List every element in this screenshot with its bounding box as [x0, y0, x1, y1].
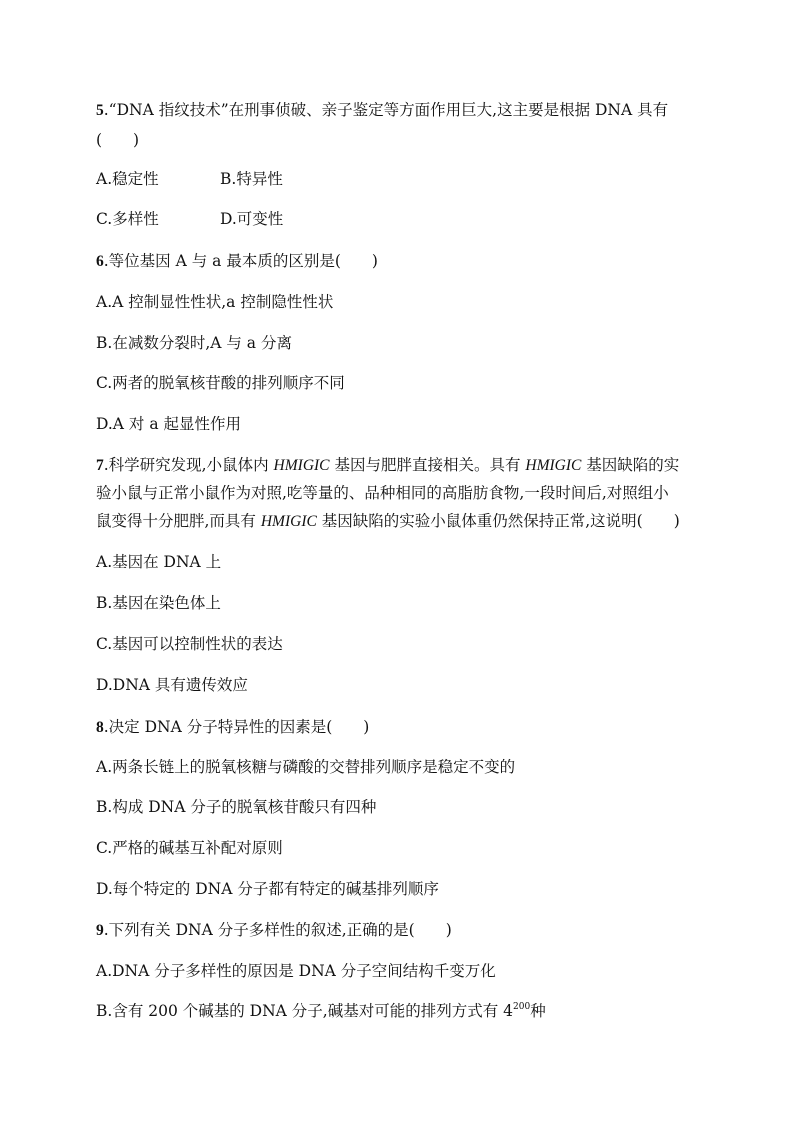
question-8-option-b[interactable]: B.构成 DNA 分子的脱氧核苷酸只有四种: [96, 798, 377, 816]
question-5-option-c[interactable]: C.多样性: [96, 210, 159, 228]
question-7-stem-line-2: 验小鼠与正常小鼠作为对照,吃等量的、品种相同的高脂肪食物,一段时间后,对照组小: [96, 484, 669, 502]
question-6-option-b[interactable]: B.在减数分裂时,A 与 a 分离: [96, 334, 292, 352]
question-6-number: 6: [96, 253, 104, 270]
question-6-option-d[interactable]: D.A 对 a 起显性作用: [96, 415, 242, 433]
question-7-text-part: 基因缺陷的实: [581, 456, 680, 474]
question-9-option-b[interactable]: [96, 1001, 546, 1021]
question-8-text: .决定 DNA 分子特异性的因素是( ): [103, 718, 370, 736]
question-5-paren: ( ): [96, 131, 140, 149]
question-5-text: .“DNA 指纹技术”在刑事侦破、亲子鉴定等方面作用巨大,这主要是根据 DNA 具有: [103, 101, 669, 119]
question-5-number: 5: [96, 102, 104, 119]
question-7-number: 7: [96, 457, 104, 474]
question-7-stem-line-3: [96, 511, 680, 532]
exponent: 200: [513, 1002, 531, 1012]
question-5-options-row-2: [96, 209, 283, 229]
question-5-option-a[interactable]: A.稳定性: [96, 170, 159, 188]
question-9-option-b-tail: 种: [530, 1002, 546, 1020]
question-7-option-b[interactable]: B.基因在染色体上: [96, 594, 221, 612]
question-5-option-b[interactable]: B.特异性: [220, 170, 283, 188]
question-7-stem-line-1: [96, 455, 679, 476]
question-9-option-b-text: B.含有 200 个碱基的 DNA 分子,碱基对可能的排列方式有 4: [96, 1002, 514, 1020]
question-6-option-a[interactable]: A.A 控制显性性状,a 控制隐性性状: [96, 293, 334, 311]
question-5-option-d[interactable]: D.可变性: [220, 210, 284, 228]
question-6-option-c[interactable]: C.两者的脱氧核苷酸的排列顺序不同: [96, 374, 345, 392]
question-7-option-d[interactable]: D.DNA 具有遗传效应: [96, 676, 248, 694]
question-7-text-part: 鼠变得十分肥胖,而具有: [96, 512, 261, 530]
question-9-number: 9: [96, 922, 104, 939]
question-6-stem: [96, 251, 378, 272]
gene-name: HMIGIC: [525, 457, 582, 474]
question-8-number: 8: [96, 719, 104, 736]
question-7-option-a[interactable]: A.基因在 DNA 上: [96, 553, 222, 571]
question-7-text-part: .科学研究发现,小鼠体内: [103, 456, 274, 474]
question-8-option-a[interactable]: A.两条长链上的脱氧核糖与磷酸的交替排列顺序是稳定不变的: [96, 758, 516, 776]
question-5-stem: [96, 100, 668, 121]
question-7-text-part: 基因与肥胖直接相关。具有: [329, 456, 526, 474]
question-8-option-d[interactable]: D.每个特定的 DNA 分子都有特定的碱基排列顺序: [96, 880, 439, 898]
question-9-option-a[interactable]: A.DNA 分子多样性的原因是 DNA 分子空间结构千变万化: [96, 962, 496, 980]
gene-name: HMIGIC: [273, 457, 330, 474]
question-9-stem: [96, 920, 452, 941]
question-6-text: .等位基因 A 与 a 最本质的区别是( ): [103, 252, 378, 270]
question-5-options-row-1: [96, 169, 283, 189]
question-7-option-c[interactable]: C.基因可以控制性状的表达: [96, 635, 283, 653]
question-7-text-part: 基因缺陷的实验小鼠体重仍然保持正常,这说明( ): [316, 512, 680, 530]
gene-name: HMIGIC: [260, 513, 317, 530]
question-9-text: .下列有关 DNA 分子多样性的叙述,正确的是( ): [103, 921, 452, 939]
question-8-stem: [96, 717, 369, 738]
question-8-option-c[interactable]: C.严格的碱基互补配对原则: [96, 839, 283, 857]
